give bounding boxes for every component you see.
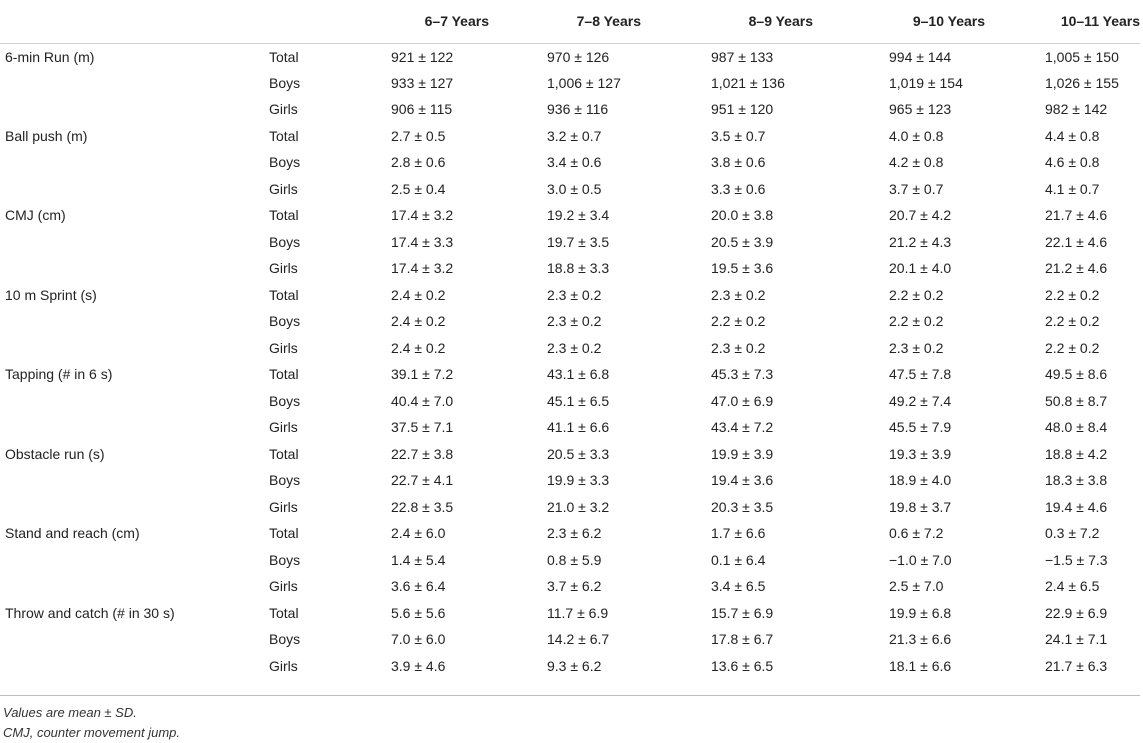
header-row	[0, 0, 1140, 43]
table-cell: 17.8 ± 6.7	[711, 631, 774, 648]
table-cell: 0.8 ± 5.9	[547, 551, 602, 568]
table-cell: 965 ± 123	[889, 101, 952, 118]
metric-label	[0, 335, 269, 362]
table-row	[0, 335, 1140, 362]
table-row	[0, 96, 1140, 123]
table-row	[0, 547, 1140, 574]
table-cell: 3.8 ± 0.6	[711, 154, 766, 171]
metric-label: Throw and catch (# in 30 s)	[5, 604, 175, 621]
table-cell: 2.7 ± 0.5	[391, 127, 446, 144]
table-cell: 2.2 ± 0.2	[889, 313, 944, 330]
table-cell: 18.1 ± 6.6	[889, 657, 952, 674]
table-row	[0, 626, 1140, 653]
table-row	[0, 43, 1140, 70]
table-cell: 19.7 ± 3.5	[547, 233, 610, 250]
table-cell: 20.3 ± 3.5	[711, 498, 774, 515]
table-cell: 2.3 ± 6.2	[547, 525, 602, 542]
table-cell: 1,019 ± 154	[889, 74, 963, 91]
table-cell: 4.1 ± 0.7	[1045, 180, 1100, 197]
table-cell: 936 ± 116	[547, 101, 609, 118]
table-row	[0, 361, 1140, 388]
table-cell: 11.7 ± 6.9	[547, 604, 609, 621]
table-row	[0, 308, 1140, 335]
table-cell: 19.4 ± 4.6	[1045, 498, 1108, 515]
table-cell: 47.0 ± 6.9	[711, 392, 774, 409]
group-label: Boys	[269, 392, 301, 409]
group-label: Total	[269, 366, 299, 383]
metric-label	[0, 573, 269, 600]
header-sex	[269, 0, 329, 43]
table-cell: 18.8 ± 4.2	[1045, 445, 1108, 462]
group-label: Girls	[269, 419, 298, 436]
metric-label	[0, 414, 269, 441]
table-cell: 4.0 ± 0.8	[889, 127, 944, 144]
table-cell: 2.2 ± 0.2	[1045, 286, 1100, 303]
group-label: Girls	[269, 260, 298, 277]
column-header: 7–8 Years	[489, 0, 659, 43]
metric-label: Obstacle run (s)	[5, 445, 105, 462]
table-cell: 19.3 ± 3.9	[889, 445, 952, 462]
table-cell: 21.3 ± 6.6	[889, 631, 952, 648]
table-row	[0, 202, 1140, 229]
group-label: Total	[269, 127, 299, 144]
table-row	[0, 176, 1140, 203]
table-cell: 17.4 ± 3.3	[391, 233, 454, 250]
table-cell: 39.1 ± 7.2	[391, 366, 454, 383]
group-label: Total	[269, 48, 299, 65]
table-cell: 2.2 ± 0.2	[711, 313, 766, 330]
table-cell: 22.7 ± 4.1	[391, 472, 454, 489]
table-cell: −1.5 ± 7.3	[1045, 551, 1108, 568]
table-cell: 21.2 ± 4.6	[1045, 260, 1108, 277]
table-cell: 0.1 ± 6.4	[711, 551, 766, 568]
table-row	[0, 282, 1140, 309]
metric-label	[0, 176, 269, 203]
table-cell: 3.2 ± 0.7	[547, 127, 602, 144]
group-label: Girls	[269, 180, 298, 197]
table-cell: 0.3 ± 7.2	[1045, 525, 1100, 542]
group-label: Total	[269, 207, 299, 224]
metric-label	[0, 494, 269, 521]
table-row	[0, 149, 1140, 176]
table-cell: 50.8 ± 8.7	[1045, 392, 1108, 409]
table-cell: 2.5 ± 7.0	[889, 578, 944, 595]
column-header: 10–11 Years	[1007, 0, 1140, 43]
metric-label	[0, 255, 269, 282]
table-cell: 3.5 ± 0.7	[711, 127, 766, 144]
group-label: Girls	[269, 498, 298, 515]
table-cell: 2.3 ± 0.2	[547, 313, 602, 330]
group-label: Girls	[269, 657, 298, 674]
group-label: Boys	[269, 154, 301, 171]
table-cell: 9.3 ± 6.2	[547, 657, 602, 674]
table-cell: 43.1 ± 6.8	[547, 366, 610, 383]
table-row	[0, 388, 1140, 415]
table-cell: 45.3 ± 7.3	[711, 366, 774, 383]
table-cell: 2.8 ± 0.6	[391, 154, 446, 171]
metric-label	[0, 388, 269, 415]
metric-label: 10 m Sprint (s)	[5, 286, 97, 303]
table-row	[0, 229, 1140, 256]
table-row	[0, 441, 1140, 468]
table-cell: −1.0 ± 7.0	[889, 551, 952, 568]
group-label: Boys	[269, 233, 301, 250]
table-cell: 19.4 ± 3.6	[711, 472, 774, 489]
table-cell: 41.1 ± 6.6	[547, 419, 610, 436]
table-row	[0, 573, 1140, 600]
table-cell: 2.3 ± 0.2	[711, 286, 766, 303]
table-cell: 2.4 ± 0.2	[391, 286, 446, 303]
table-cell: 2.4 ± 6.5	[1045, 578, 1100, 595]
table-cell: 994 ± 144	[889, 48, 952, 65]
table-cell: 1.7 ± 6.6	[711, 525, 766, 542]
metric-label: CMJ (cm)	[5, 207, 66, 224]
table-cell: 22.1 ± 4.6	[1045, 233, 1108, 250]
table-cell: 40.4 ± 7.0	[391, 392, 454, 409]
table-row	[0, 520, 1140, 547]
table-cell: 1,006 ± 127	[547, 74, 621, 91]
table-cell: 5.6 ± 5.6	[391, 604, 446, 621]
table-cell: 921 ± 122	[391, 48, 454, 65]
table-footnotes	[3, 703, 180, 743]
metric-label	[0, 653, 269, 680]
table-cell: 37.5 ± 7.1	[391, 419, 454, 436]
table-cell: 2.3 ± 0.2	[547, 286, 602, 303]
group-label: Boys	[269, 313, 301, 330]
group-label: Girls	[269, 339, 298, 356]
table-cell: 18.3 ± 3.8	[1045, 472, 1108, 489]
table-cell: 19.9 ± 6.8	[889, 604, 952, 621]
column-header: 8–9 Years	[659, 0, 829, 43]
table-cell: 20.7 ± 4.2	[889, 207, 952, 224]
metric-label	[0, 626, 269, 653]
table-cell: 49.5 ± 8.6	[1045, 366, 1108, 383]
table-cell: 1,005 ± 150	[1045, 48, 1119, 65]
table-bottom-rule	[0, 695, 1140, 696]
table-cell: 19.5 ± 3.6	[711, 260, 774, 277]
table-row	[0, 70, 1140, 97]
table-cell: 2.2 ± 0.2	[1045, 313, 1100, 330]
table-cell: 18.8 ± 3.3	[547, 260, 610, 277]
table-cell: 2.4 ± 0.2	[391, 313, 446, 330]
table-cell: 21.7 ± 6.3	[1045, 657, 1108, 674]
table-cell: 4.4 ± 0.8	[1045, 127, 1100, 144]
table-row	[0, 600, 1140, 627]
metric-label	[0, 308, 269, 335]
metric-label: Ball push (m)	[5, 127, 88, 144]
table-cell: 45.5 ± 7.9	[889, 419, 952, 436]
table-cell: 3.4 ± 0.6	[547, 154, 602, 171]
table-cell: 22.9 ± 6.9	[1045, 604, 1108, 621]
metric-label	[0, 547, 269, 574]
footnote-values: Values are mean ± SD.	[3, 705, 137, 720]
column-header: 6–7 Years	[329, 0, 489, 43]
group-label: Girls	[269, 578, 298, 595]
group-label: Total	[269, 604, 299, 621]
table-cell: 982 ± 142	[1045, 101, 1108, 118]
table-cell: 933 ± 127	[391, 74, 454, 91]
table-cell: 2.3 ± 0.2	[547, 339, 602, 356]
table-cell: 3.7 ± 0.7	[889, 180, 944, 197]
table-cell: 43.4 ± 7.2	[711, 419, 774, 436]
table-cell: 15.7 ± 6.9	[711, 604, 774, 621]
table-row	[0, 123, 1140, 150]
table-cell: 2.5 ± 0.4	[391, 180, 446, 197]
table-cell: 14.2 ± 6.7	[547, 631, 610, 648]
table-cell: 1,026 ± 155	[1045, 74, 1119, 91]
metric-label	[0, 70, 269, 97]
table-cell: 17.4 ± 3.2	[391, 260, 454, 277]
metric-label: Stand and reach (cm)	[5, 525, 140, 542]
table-cell: 22.7 ± 3.8	[391, 445, 454, 462]
metric-label: 6-min Run (m)	[5, 48, 95, 65]
table-cell: 7.0 ± 6.0	[391, 631, 446, 648]
table-cell: 13.6 ± 6.5	[711, 657, 774, 674]
table-row	[0, 467, 1140, 494]
table-cell: 4.6 ± 0.8	[1045, 154, 1100, 171]
table-cell: 21.7 ± 4.6	[1045, 207, 1108, 224]
metric-label	[0, 467, 269, 494]
table-body	[0, 43, 1140, 679]
table-cell: 951 ± 120	[711, 101, 774, 118]
table-row	[0, 653, 1140, 680]
table-cell: 0.6 ± 7.2	[889, 525, 944, 542]
table-cell: 2.4 ± 0.2	[391, 339, 446, 356]
metric-label	[0, 149, 269, 176]
table-cell: 3.9 ± 4.6	[391, 657, 446, 674]
table-cell: 21.0 ± 3.2	[547, 498, 610, 515]
table-cell: 2.2 ± 0.2	[889, 286, 944, 303]
group-label: Total	[269, 525, 299, 542]
table-cell: 45.1 ± 6.5	[547, 392, 610, 409]
metric-label: Tapping (# in 6 s)	[5, 366, 113, 383]
table-cell: 48.0 ± 8.4	[1045, 419, 1108, 436]
table-cell: 19.9 ± 3.9	[711, 445, 774, 462]
table-cell: 19.2 ± 3.4	[547, 207, 610, 224]
table-cell: 906 ± 115	[391, 101, 453, 118]
table-cell: 987 ± 133	[711, 48, 774, 65]
group-label: Girls	[269, 101, 298, 118]
group-label: Boys	[269, 74, 301, 91]
table-cell: 3.3 ± 0.6	[711, 180, 766, 197]
table-cell: 970 ± 126	[547, 48, 610, 65]
table-cell: 49.2 ± 7.4	[889, 392, 952, 409]
header-metric	[0, 0, 269, 43]
table-row	[0, 255, 1140, 282]
table-cell: 2.4 ± 6.0	[391, 525, 446, 542]
group-label: Boys	[269, 472, 301, 489]
table-cell: 3.6 ± 6.4	[391, 578, 446, 595]
table-cell: 20.0 ± 3.8	[711, 207, 774, 224]
group-label: Total	[269, 445, 299, 462]
footnote-cmj: CMJ, counter movement jump.	[3, 725, 181, 740]
table-cell: 3.0 ± 0.5	[547, 180, 602, 197]
metric-label	[0, 96, 269, 123]
table-cell: 22.8 ± 3.5	[391, 498, 454, 515]
table-cell: 20.1 ± 4.0	[889, 260, 952, 277]
table-cell: 24.1 ± 7.1	[1045, 631, 1108, 648]
table-cell: 18.9 ± 4.0	[889, 472, 952, 489]
group-label: Boys	[269, 631, 301, 648]
table-cell: 2.3 ± 0.2	[889, 339, 944, 356]
group-label: Total	[269, 286, 299, 303]
table-row	[0, 414, 1140, 441]
table-cell: 19.8 ± 3.7	[889, 498, 952, 515]
table-cell: 2.3 ± 0.2	[711, 339, 766, 356]
table-cell: 20.5 ± 3.3	[547, 445, 610, 462]
table-cell: 47.5 ± 7.8	[889, 366, 952, 383]
table-cell: 1.4 ± 5.4	[391, 551, 446, 568]
table-row	[0, 494, 1140, 521]
group-label: Boys	[269, 551, 301, 568]
table-cell: 21.2 ± 4.3	[889, 233, 952, 250]
metric-label	[0, 229, 269, 256]
table-cell: 20.5 ± 3.9	[711, 233, 774, 250]
table-cell: 1,021 ± 136	[711, 74, 785, 91]
table-cell: 2.2 ± 0.2	[1045, 339, 1100, 356]
table-cell: 4.2 ± 0.8	[889, 154, 944, 171]
table-cell: 17.4 ± 3.2	[391, 207, 454, 224]
table-cell: 3.4 ± 6.5	[711, 578, 766, 595]
table-cell: 3.7 ± 6.2	[547, 578, 602, 595]
column-header: 9–10 Years	[829, 0, 1007, 43]
table-cell: 19.9 ± 3.3	[547, 472, 610, 489]
